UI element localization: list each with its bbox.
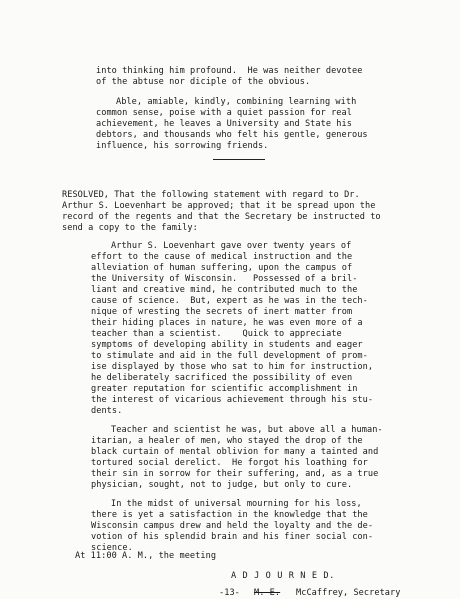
paragraph-line: dents. <box>91 406 123 416</box>
paragraph-line: of the abtuse nor diciple of the obvious. <box>96 77 311 87</box>
paragraph-line: Able, amiable, kindly, combining learning with <box>116 97 357 107</box>
paragraph-line: into thinking him profound. He was neither devotee <box>96 66 363 76</box>
paragraph-line: black curtain of mental oblivion for many a tainted and <box>91 447 379 457</box>
section-divider <box>213 159 265 160</box>
paragraph-line: nique of wresting the secrets of inert matter from <box>91 307 353 317</box>
paragraph-line: the interest of vicarious achievement through his stu- <box>91 395 374 405</box>
paragraph-line: itarian, a healer of men, who stayed the drop of the <box>91 436 363 446</box>
paragraph-line: greater reputation for scientific accomplishment in <box>91 384 358 394</box>
page-number: -13- <box>219 588 240 598</box>
paragraph-line: common sense, poise with a quiet passion for real <box>96 108 352 118</box>
paragraph-line: he deliberately sacrificed the possibility of even <box>91 373 353 383</box>
paragraph-line: cause of science. But, expert as he was in the tech- <box>91 296 368 306</box>
paragraph-line: to stimulate and aid in the full development of prom- <box>91 351 368 361</box>
paragraph-line: Teacher and scientist he was, but above all a human- <box>111 425 383 435</box>
paragraph-line: Wisconsin campus drew and held the loyalty and the de- <box>91 521 374 531</box>
paragraph-line: the University of Wisconsin. Possessed of a bril- <box>91 274 358 284</box>
paragraph-line: science. <box>91 543 133 553</box>
paragraph-line: votion of his splendid brain and his finer social con- <box>91 532 374 542</box>
signature-name: McCaffrey, Secretary <box>296 588 401 598</box>
paragraph-line: tortured social derelict. He forgot his loathing for <box>91 458 368 468</box>
paragraph-line: their sin in sorrow for their suffering, and, as a true <box>91 469 379 479</box>
resolution-line: Arthur S. Loevenhart be approved; that it be spread upon the <box>62 201 376 211</box>
resolution-line: RESOLVED, That the following statement with regard to Dr. <box>62 190 360 200</box>
paragraph-line: effort to the cause of medical instruction and the <box>91 252 353 262</box>
paragraph-line: alleviation of human suffering, upon the campus of <box>91 263 353 273</box>
adjourned-text: A D J O U R N E D. <box>231 571 335 581</box>
paragraph-line: there is yet a satisfaction in the knowledge that the <box>91 510 368 520</box>
paragraph-line: their hiding places in nature, he was even more of a <box>91 318 363 328</box>
paragraph-line: debtors, and thousands who felt his gentle, generous <box>96 130 368 140</box>
paragraph-line: achievement, he leaves a University and State his <box>96 119 352 129</box>
meeting-time-line: At 11:00 A. M., the meeting <box>75 551 217 561</box>
paragraph-line: In the midst of universal mourning for his loss, <box>111 499 362 509</box>
paragraph-line: physician, sought, not to judge, but only to cure. <box>91 480 353 490</box>
paragraph-line: symptoms of developing ability in students and eager <box>91 340 363 350</box>
resolution-line: record of the regents and that the Secretary be instructed to <box>62 212 381 222</box>
paragraph-line: liant and creative mind, he contributed much to the <box>91 285 358 295</box>
signature-initials: M. E. <box>254 588 281 598</box>
paragraph-line: Arthur S. Loevenhart gave over twenty years of <box>111 241 352 251</box>
paragraph-line: influence, his sorrowing friends. <box>96 141 269 151</box>
paragraph-line: ise displayed by those who sat to him for instruction, <box>91 362 374 372</box>
paragraph-line: teacher than a scientist. Quick to appreciate <box>91 329 342 339</box>
resolution-line: send a copy to the family: <box>62 223 198 233</box>
